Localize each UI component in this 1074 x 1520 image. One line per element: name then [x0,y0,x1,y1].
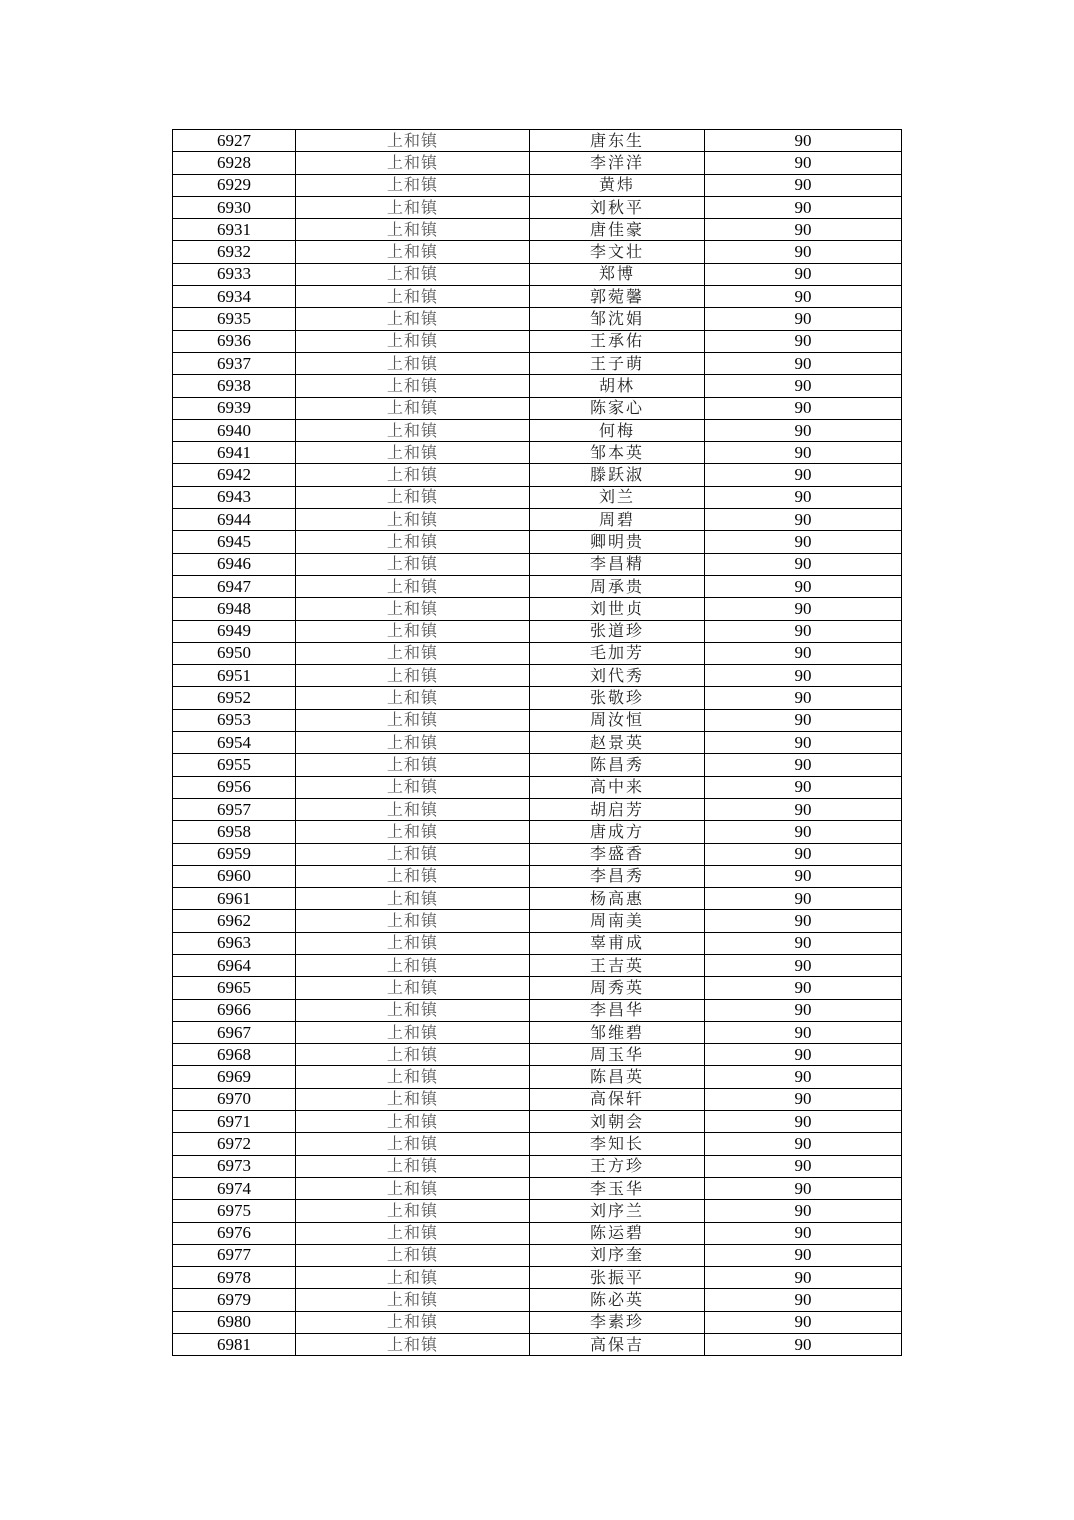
roster-table [172,129,902,1356]
amount-cell: 90 [705,330,902,352]
name-cell: 周承贵 [530,575,705,597]
town-cell: 上和镇 [296,1111,530,1133]
table-row [173,1088,902,1110]
name-cell: 刘秋平 [530,196,705,218]
row-number-cell: 6979 [173,1289,296,1311]
table-row [173,464,902,486]
name-cell: 周秀英 [530,977,705,999]
name-cell: 李洋洋 [530,152,705,174]
roster-table-body [173,130,902,1356]
amount-cell: 90 [705,821,902,843]
row-number-cell: 6939 [173,397,296,419]
name-cell: 高中来 [530,776,705,798]
amount-cell: 90 [705,865,902,887]
amount-cell: 90 [705,910,902,932]
town-cell: 上和镇 [296,286,530,308]
table-row [173,219,902,241]
town-cell: 上和镇 [296,174,530,196]
town-cell: 上和镇 [296,1044,530,1066]
amount-cell: 90 [705,709,902,731]
town-cell: 上和镇 [296,1133,530,1155]
amount-cell: 90 [705,776,902,798]
town-cell: 上和镇 [296,798,530,820]
town-cell: 上和镇 [296,732,530,754]
row-number-cell: 6944 [173,509,296,531]
town-cell: 上和镇 [296,330,530,352]
row-number-cell: 6977 [173,1244,296,1266]
table-row [173,352,902,374]
row-number-cell: 6978 [173,1267,296,1289]
name-cell: 刘代秀 [530,665,705,687]
town-cell: 上和镇 [296,1177,530,1199]
name-cell: 何梅 [530,419,705,441]
town-cell: 上和镇 [296,1088,530,1110]
name-cell: 李盛香 [530,843,705,865]
table-row [173,1267,902,1289]
town-cell: 上和镇 [296,843,530,865]
amount-cell: 90 [705,843,902,865]
amount-cell: 90 [705,419,902,441]
row-number-cell: 6927 [173,130,296,152]
table-row [173,910,902,932]
name-cell: 陈昌秀 [530,754,705,776]
name-cell: 卿明贵 [530,531,705,553]
town-cell: 上和镇 [296,1222,530,1244]
town-cell: 上和镇 [296,620,530,642]
amount-cell: 90 [705,1289,902,1311]
name-cell: 毛加芳 [530,642,705,664]
table-row [173,1066,902,1088]
table-row [173,575,902,597]
amount-cell: 90 [705,1133,902,1155]
row-number-cell: 6934 [173,286,296,308]
row-number-cell: 6951 [173,665,296,687]
amount-cell: 90 [705,754,902,776]
row-number-cell: 6963 [173,932,296,954]
row-number-cell: 6946 [173,553,296,575]
row-number-cell: 6962 [173,910,296,932]
town-cell: 上和镇 [296,1155,530,1177]
amount-cell: 90 [705,1044,902,1066]
town-cell: 上和镇 [296,709,530,731]
table-row [173,553,902,575]
name-cell: 陈昌英 [530,1066,705,1088]
row-number-cell: 6941 [173,442,296,464]
table-row [173,954,902,976]
table-row [173,1311,902,1333]
row-number-cell: 6945 [173,531,296,553]
table-row [173,843,902,865]
name-cell: 滕跃淑 [530,464,705,486]
table-row [173,1021,902,1043]
town-cell: 上和镇 [296,464,530,486]
amount-cell: 90 [705,1155,902,1177]
amount-cell: 90 [705,642,902,664]
row-number-cell: 6964 [173,954,296,976]
name-cell: 周南美 [530,910,705,932]
amount-cell: 90 [705,687,902,709]
name-cell: 周碧 [530,509,705,531]
amount-cell: 90 [705,308,902,330]
name-cell: 赵景英 [530,732,705,754]
name-cell: 李昌华 [530,999,705,1021]
table-row [173,1200,902,1222]
row-number-cell: 6929 [173,174,296,196]
amount-cell: 90 [705,1066,902,1088]
table-row [173,196,902,218]
name-cell: 王吉英 [530,954,705,976]
table-row [173,1222,902,1244]
town-cell: 上和镇 [296,910,530,932]
name-cell: 李昌秀 [530,865,705,887]
name-cell: 黄炜 [530,174,705,196]
table-row [173,486,902,508]
name-cell: 陈必英 [530,1289,705,1311]
name-cell: 张振平 [530,1267,705,1289]
table-row [173,509,902,531]
name-cell: 张道珍 [530,620,705,642]
table-row [173,888,902,910]
amount-cell: 90 [705,531,902,553]
amount-cell: 90 [705,1088,902,1110]
table-row [173,1244,902,1266]
name-cell: 唐佳豪 [530,219,705,241]
table-row [173,821,902,843]
table-row [173,531,902,553]
row-number-cell: 6937 [173,352,296,374]
amount-cell: 90 [705,1311,902,1333]
name-cell: 李昌精 [530,553,705,575]
town-cell: 上和镇 [296,219,530,241]
amount-cell: 90 [705,1200,902,1222]
name-cell: 李素珍 [530,1311,705,1333]
town-cell: 上和镇 [296,754,530,776]
table-row [173,241,902,263]
name-cell: 邹维碧 [530,1021,705,1043]
table-row [173,442,902,464]
name-cell: 郭菀馨 [530,286,705,308]
town-cell: 上和镇 [296,531,530,553]
row-number-cell: 6976 [173,1222,296,1244]
table-row [173,1044,902,1066]
town-cell: 上和镇 [296,665,530,687]
amount-cell: 90 [705,932,902,954]
table-row [173,665,902,687]
amount-cell: 90 [705,1177,902,1199]
row-number-cell: 6968 [173,1044,296,1066]
amount-cell: 90 [705,1111,902,1133]
row-number-cell: 6961 [173,888,296,910]
table-row [173,1177,902,1199]
row-number-cell: 6950 [173,642,296,664]
row-number-cell: 6959 [173,843,296,865]
table-row [173,977,902,999]
name-cell: 刘朝会 [530,1111,705,1133]
table-row [173,1334,902,1356]
town-cell: 上和镇 [296,1311,530,1333]
table-row [173,999,902,1021]
name-cell: 胡林 [530,375,705,397]
town-cell: 上和镇 [296,575,530,597]
row-number-cell: 6981 [173,1334,296,1356]
name-cell: 刘世贞 [530,598,705,620]
name-cell: 陈运碧 [530,1222,705,1244]
row-number-cell: 6932 [173,241,296,263]
name-cell: 王子萌 [530,352,705,374]
name-cell: 胡启芳 [530,798,705,820]
name-cell: 高保轩 [530,1088,705,1110]
amount-cell: 90 [705,553,902,575]
town-cell: 上和镇 [296,687,530,709]
town-cell: 上和镇 [296,397,530,419]
row-number-cell: 6931 [173,219,296,241]
row-number-cell: 6966 [173,999,296,1021]
town-cell: 上和镇 [296,977,530,999]
table-row [173,330,902,352]
amount-cell: 90 [705,286,902,308]
row-number-cell: 6974 [173,1177,296,1199]
amount-cell: 90 [705,442,902,464]
row-number-cell: 6971 [173,1111,296,1133]
row-number-cell: 6970 [173,1088,296,1110]
row-number-cell: 6960 [173,865,296,887]
table-row [173,687,902,709]
amount-cell: 90 [705,352,902,374]
row-number-cell: 6969 [173,1066,296,1088]
amount-cell: 90 [705,1334,902,1356]
amount-cell: 90 [705,1267,902,1289]
town-cell: 上和镇 [296,352,530,374]
row-number-cell: 6975 [173,1200,296,1222]
name-cell: 郑博 [530,263,705,285]
table-row [173,263,902,285]
row-number-cell: 6972 [173,1133,296,1155]
town-cell: 上和镇 [296,776,530,798]
town-cell: 上和镇 [296,1244,530,1266]
name-cell: 张敬珍 [530,687,705,709]
name-cell: 高保吉 [530,1334,705,1356]
amount-cell: 90 [705,509,902,531]
amount-cell: 90 [705,954,902,976]
name-cell: 刘序兰 [530,1200,705,1222]
town-cell: 上和镇 [296,375,530,397]
row-number-cell: 6928 [173,152,296,174]
amount-cell: 90 [705,219,902,241]
town-cell: 上和镇 [296,642,530,664]
name-cell: 周玉华 [530,1044,705,1066]
row-number-cell: 6938 [173,375,296,397]
table-row [173,709,902,731]
amount-cell: 90 [705,174,902,196]
amount-cell: 90 [705,1021,902,1043]
table-row [173,798,902,820]
amount-cell: 90 [705,977,902,999]
table-row [173,642,902,664]
table-row [173,419,902,441]
amount-cell: 90 [705,1244,902,1266]
town-cell: 上和镇 [296,888,530,910]
row-number-cell: 6940 [173,419,296,441]
amount-cell: 90 [705,486,902,508]
amount-cell: 90 [705,888,902,910]
table-row [173,732,902,754]
amount-cell: 90 [705,152,902,174]
name-cell: 李玉华 [530,1177,705,1199]
row-number-cell: 6930 [173,196,296,218]
town-cell: 上和镇 [296,442,530,464]
town-cell: 上和镇 [296,509,530,531]
name-cell: 陈家心 [530,397,705,419]
row-number-cell: 6953 [173,709,296,731]
row-number-cell: 6980 [173,1311,296,1333]
table-row [173,1155,902,1177]
row-number-cell: 6958 [173,821,296,843]
amount-cell: 90 [705,665,902,687]
name-cell: 王方珍 [530,1155,705,1177]
row-number-cell: 6936 [173,330,296,352]
table-row [173,598,902,620]
table-row [173,174,902,196]
town-cell: 上和镇 [296,308,530,330]
town-cell: 上和镇 [296,152,530,174]
town-cell: 上和镇 [296,999,530,1021]
name-cell: 唐东生 [530,130,705,152]
row-number-cell: 6952 [173,687,296,709]
amount-cell: 90 [705,598,902,620]
amount-cell: 90 [705,263,902,285]
row-number-cell: 6965 [173,977,296,999]
town-cell: 上和镇 [296,1021,530,1043]
name-cell: 辜甫成 [530,932,705,954]
name-cell: 周汝恒 [530,709,705,731]
amount-cell: 90 [705,620,902,642]
amount-cell: 90 [705,999,902,1021]
town-cell: 上和镇 [296,598,530,620]
row-number-cell: 6948 [173,598,296,620]
amount-cell: 90 [705,732,902,754]
town-cell: 上和镇 [296,553,530,575]
table-row [173,1111,902,1133]
town-cell: 上和镇 [296,263,530,285]
amount-cell: 90 [705,575,902,597]
amount-cell: 90 [705,375,902,397]
table-row [173,754,902,776]
town-cell: 上和镇 [296,1200,530,1222]
town-cell: 上和镇 [296,821,530,843]
row-number-cell: 6954 [173,732,296,754]
row-number-cell: 6973 [173,1155,296,1177]
row-number-cell: 6955 [173,754,296,776]
table-row [173,308,902,330]
town-cell: 上和镇 [296,1267,530,1289]
town-cell: 上和镇 [296,241,530,263]
row-number-cell: 6947 [173,575,296,597]
row-number-cell: 6935 [173,308,296,330]
table-row [173,286,902,308]
amount-cell: 90 [705,241,902,263]
name-cell: 邹本英 [530,442,705,464]
table-row [173,152,902,174]
amount-cell: 90 [705,798,902,820]
town-cell: 上和镇 [296,954,530,976]
amount-cell: 90 [705,464,902,486]
table-row [173,776,902,798]
table-row [173,932,902,954]
town-cell: 上和镇 [296,1334,530,1356]
row-number-cell: 6957 [173,798,296,820]
row-number-cell: 6933 [173,263,296,285]
name-cell: 李文壮 [530,241,705,263]
name-cell: 李知长 [530,1133,705,1155]
town-cell: 上和镇 [296,865,530,887]
table-row [173,1289,902,1311]
row-number-cell: 6956 [173,776,296,798]
amount-cell: 90 [705,130,902,152]
name-cell: 刘兰 [530,486,705,508]
table-row [173,130,902,152]
table-row [173,1133,902,1155]
town-cell: 上和镇 [296,486,530,508]
name-cell: 刘序奎 [530,1244,705,1266]
town-cell: 上和镇 [296,130,530,152]
town-cell: 上和镇 [296,932,530,954]
town-cell: 上和镇 [296,196,530,218]
row-number-cell: 6949 [173,620,296,642]
table-row [173,620,902,642]
table-row [173,865,902,887]
row-number-cell: 6942 [173,464,296,486]
name-cell: 邹沈娟 [530,308,705,330]
town-cell: 上和镇 [296,1066,530,1088]
amount-cell: 90 [705,196,902,218]
name-cell: 唐成方 [530,821,705,843]
amount-cell: 90 [705,1222,902,1244]
table-row [173,375,902,397]
name-cell: 杨高惠 [530,888,705,910]
name-cell: 王承佑 [530,330,705,352]
amount-cell: 90 [705,397,902,419]
town-cell: 上和镇 [296,1289,530,1311]
town-cell: 上和镇 [296,419,530,441]
table-row [173,397,902,419]
row-number-cell: 6943 [173,486,296,508]
row-number-cell: 6967 [173,1021,296,1043]
